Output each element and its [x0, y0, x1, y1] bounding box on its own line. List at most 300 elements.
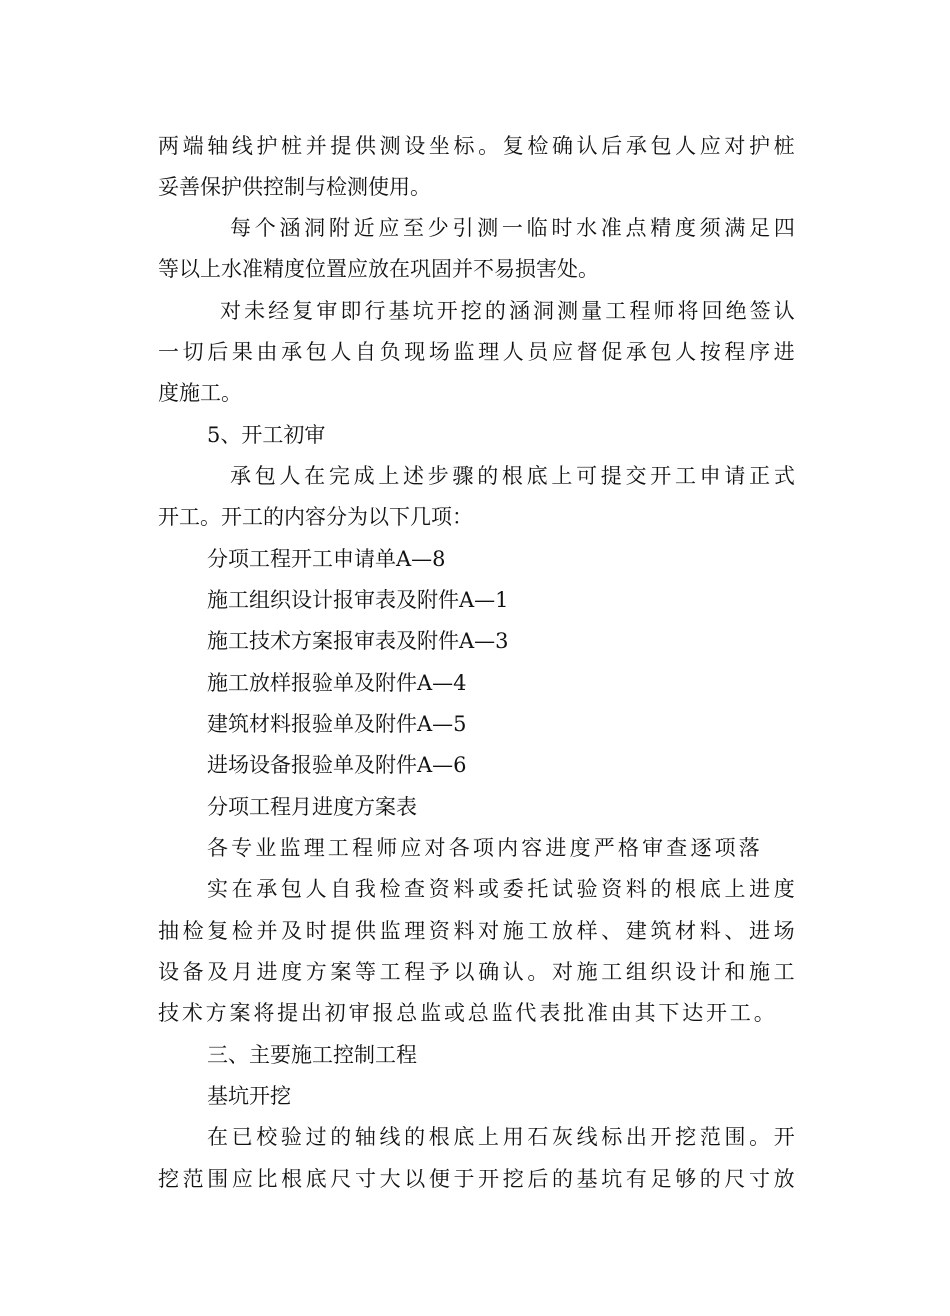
text-char: 测: [477, 216, 499, 240]
text-char: 织: [650, 960, 672, 984]
text-char: 的: [477, 464, 499, 488]
text-char: 筑: [650, 919, 672, 943]
section-heading: 三、主要施工控制工程: [207, 1043, 417, 1067]
text-char: 底: [526, 464, 548, 488]
text-char: 提: [600, 464, 622, 488]
text-char: 监: [491, 1001, 513, 1025]
text-char: 度: [569, 836, 591, 860]
text-char: 认: [576, 134, 598, 158]
text-char: 并: [256, 919, 278, 943]
text-char: 涵: [279, 216, 301, 240]
text-char: 予: [428, 960, 450, 984]
text-char: 试: [551, 877, 573, 901]
text-char: 材: [675, 919, 697, 943]
text-char: 述: [403, 464, 425, 488]
text-char: 围: [207, 1167, 229, 1191]
text-char: 包: [650, 134, 672, 158]
text-char: 料: [625, 877, 647, 901]
text-char: 经: [268, 299, 290, 323]
text-char: 至: [403, 216, 425, 240]
text-char: 在: [304, 464, 326, 488]
text-char: 检: [182, 919, 204, 943]
text-char: 业: [255, 836, 277, 860]
text-char: 点: [625, 216, 647, 240]
text-char: 料: [699, 919, 721, 943]
text-char: 认: [502, 960, 524, 984]
text-char: 度: [674, 216, 696, 240]
text-char: 复: [207, 919, 229, 943]
text-char: 范: [699, 1125, 721, 1149]
text-char: 尺: [330, 1167, 352, 1191]
text-char: 、: [724, 919, 746, 943]
text-char: 测: [557, 299, 579, 323]
text-char: 以: [404, 1167, 426, 1191]
text-char: 近: [353, 216, 375, 240]
text-char: 少: [427, 216, 449, 240]
text-char: 审: [348, 1001, 370, 1025]
text-char: 案: [229, 1001, 251, 1025]
text-char: 比: [256, 1167, 278, 1191]
text-char: 人: [675, 340, 697, 364]
text-char: 复: [292, 299, 314, 323]
text-char: 组: [625, 960, 647, 984]
text-char: 请: [724, 464, 746, 488]
text-char: 审: [642, 836, 664, 860]
text-char: 便: [428, 1167, 450, 1191]
text-char: 程: [629, 299, 651, 323]
text-char: 的: [484, 299, 506, 323]
text-char: 。: [478, 134, 500, 158]
list-item: 分项工程开工申请单A—8: [207, 547, 446, 571]
text-char: 计: [699, 960, 721, 984]
text-char: 范: [182, 1167, 204, 1191]
text-line: [230, 211, 795, 245]
text-char: 坑: [601, 1167, 623, 1191]
text-char: 供: [355, 919, 376, 943]
list-item: 进场设备报验单及附件A—6: [207, 753, 467, 777]
text-char: 承: [625, 340, 647, 364]
text-char: 测: [379, 134, 401, 158]
text-char: 设: [158, 960, 179, 984]
text-char: 技: [158, 1001, 179, 1025]
text-char: 上: [478, 1125, 500, 1149]
text-char: 护: [256, 134, 278, 158]
text-char: 线: [576, 1125, 598, 1149]
text-char: 轴: [207, 134, 229, 158]
text-char: 由: [256, 340, 278, 364]
text-char: 后: [207, 340, 229, 364]
text-char: 师: [376, 836, 398, 860]
text-line: 等以上水准精度位置应放在巩固并不易损害处。: [158, 257, 599, 281]
text-char: 师: [653, 299, 675, 323]
text-char: 上: [378, 464, 400, 488]
text-char: 逐: [690, 836, 712, 860]
text-char: 月: [231, 960, 253, 984]
text-char: 准: [600, 216, 622, 240]
text-char: 一: [501, 216, 523, 240]
text-char: 基: [576, 1167, 598, 1191]
text-char: 挖: [675, 1125, 697, 1149]
text-line: [158, 914, 795, 948]
text-char: 洞: [533, 299, 555, 323]
text-char: 料: [453, 877, 475, 901]
text-char: 按: [699, 340, 721, 364]
text-char: 挖: [460, 299, 482, 323]
list-item: 施工技术方案报审表及附件A—3: [207, 629, 509, 653]
text-char: 监: [453, 340, 475, 364]
text-char: 涵: [508, 299, 530, 323]
text-char: 围: [724, 1125, 746, 1149]
text-char: 出: [300, 1001, 322, 1025]
text-char: 进: [773, 340, 795, 364]
section-heading: 5、开工初审: [207, 423, 326, 447]
text-char: 项: [472, 836, 494, 860]
text-char: 标: [453, 134, 475, 158]
text-char: 抽: [158, 919, 179, 943]
text-char: 根: [675, 877, 697, 901]
text-char: 一: [158, 340, 179, 364]
text-char: 施: [749, 960, 770, 984]
text-char: 下: [658, 1001, 680, 1025]
text-char: 确: [552, 134, 573, 158]
text-char: 及: [207, 960, 229, 984]
text-char: 坐: [428, 134, 450, 158]
text-char: 应: [378, 216, 400, 240]
text-char: 底: [305, 1167, 327, 1191]
text-char: 报: [372, 1001, 394, 1025]
text-char: 两: [158, 134, 179, 158]
text-char: 检: [231, 919, 253, 943]
text-char: 工: [379, 960, 401, 984]
text-char: 式: [773, 464, 795, 488]
text-char: 用: [502, 1125, 524, 1149]
text-char: 。: [749, 1125, 771, 1149]
text-char: 案: [330, 960, 352, 984]
text-char: 提: [277, 1001, 299, 1025]
text-char: 严: [593, 836, 615, 860]
text-char: 底: [453, 1125, 475, 1149]
text-line: [230, 459, 795, 493]
text-char: 水: [576, 216, 598, 240]
text-char: 监: [279, 836, 301, 860]
text-char: 各: [448, 836, 470, 860]
text-char: 表: [539, 1001, 561, 1025]
text-char: 促: [601, 340, 623, 364]
text-char: 工: [773, 960, 795, 984]
text-char: 达: [682, 1001, 704, 1025]
text-char: 复: [502, 134, 524, 158]
text-char: 放: [773, 1167, 795, 1191]
text-char: 够: [675, 1167, 697, 1191]
text-char: 精: [650, 216, 672, 240]
text-char: 每: [230, 216, 251, 240]
text-char: 查: [666, 836, 688, 860]
text-char: 的: [650, 877, 672, 901]
text-char: 对: [724, 134, 746, 158]
text-char: 资: [601, 877, 623, 901]
text-char: 场: [428, 340, 450, 364]
text-char: 工: [527, 919, 549, 943]
text-char: 初: [324, 1001, 346, 1025]
text-char: 以: [453, 960, 475, 984]
text-char: 行: [364, 299, 386, 323]
text-char: 督: [576, 340, 598, 364]
text-char: 应: [400, 836, 422, 860]
text-char: 专: [231, 836, 253, 860]
text-char: 包: [280, 877, 302, 901]
text-char: 人: [675, 134, 697, 158]
text-char: 满: [724, 216, 746, 240]
text-char: 上: [551, 464, 573, 488]
text-char: 自: [330, 877, 352, 901]
text-char: 开: [436, 299, 458, 323]
text-char: 洞: [304, 216, 326, 240]
text-char: 序: [749, 340, 770, 364]
text-char: 其: [634, 1001, 656, 1025]
text-char: 、: [601, 919, 623, 943]
text-char: 承: [230, 464, 251, 488]
text-char: 格: [617, 836, 639, 860]
text-char: 承: [256, 877, 278, 901]
text-char: 尺: [724, 1167, 746, 1191]
text-char: 人: [305, 877, 327, 901]
text-char: 总: [467, 1001, 489, 1025]
text-char: 放: [552, 919, 573, 943]
text-char: 应: [231, 1167, 253, 1191]
text-char: 或: [478, 877, 500, 901]
list-item: 分项工程月进度方案表: [207, 795, 417, 819]
text-char: 线: [231, 134, 253, 158]
text-char: 进: [256, 960, 278, 984]
text-char: 施: [576, 960, 598, 984]
text-char: 。: [527, 960, 549, 984]
text-char: 桩: [281, 134, 303, 158]
text-char: 供: [355, 134, 376, 158]
text-char: 并: [305, 134, 327, 158]
text-char: 认: [773, 299, 795, 323]
text-line: [158, 1162, 795, 1196]
text-char: 设: [404, 134, 426, 158]
text-char: 进: [749, 919, 770, 943]
text-line: [158, 996, 775, 1030]
text-char: 根: [428, 1125, 450, 1149]
text-char: 人: [330, 340, 352, 364]
text-char: 代: [515, 1001, 537, 1025]
text-char: 正: [749, 464, 771, 488]
text-char: 回: [701, 299, 723, 323]
text-char: 负: [379, 340, 401, 364]
text-char: 石: [527, 1125, 549, 1149]
text-char: 出: [625, 1125, 647, 1149]
text-char: 进: [545, 836, 567, 860]
text-char: 绝: [725, 299, 747, 323]
text-char: 基: [388, 299, 410, 323]
text-char: 设: [675, 960, 697, 984]
text-char: 挖: [502, 1167, 524, 1191]
text-char: 四: [773, 216, 795, 240]
text-char: 程: [352, 836, 374, 860]
text-char: 承: [281, 340, 303, 364]
text-char: 的: [330, 1125, 352, 1149]
text-char: 理: [303, 836, 325, 860]
text-char: 和: [724, 960, 746, 984]
text-char: 签: [749, 299, 771, 323]
text-char: 开: [650, 1125, 672, 1149]
text-char: 检: [379, 877, 401, 901]
text-char: 已: [231, 1125, 253, 1149]
text-char: 临: [526, 216, 548, 240]
text-char: 时: [305, 919, 327, 943]
text-char: 项: [714, 836, 736, 860]
text-char: 成: [353, 464, 375, 488]
text-char: 开: [706, 1001, 728, 1025]
text-line: [220, 294, 795, 328]
text-char: 及: [281, 919, 303, 943]
text-char: 委: [502, 877, 524, 901]
text-char: 后: [601, 134, 623, 158]
text-char: 各: [207, 836, 228, 860]
text-char: 。: [753, 1001, 775, 1025]
text-char: 时: [551, 216, 573, 240]
text-char: 包: [254, 464, 276, 488]
list-item: 施工放样报验单及附件A—4: [207, 671, 467, 695]
text-char: 监: [420, 1001, 442, 1025]
text-char: 校: [256, 1125, 278, 1149]
text-char: 对: [424, 836, 446, 860]
text-line: [158, 335, 795, 369]
text-char: 建: [625, 919, 647, 943]
text-char: 总: [396, 1001, 418, 1025]
text-char: 后: [527, 1167, 549, 1191]
text-char: 果: [231, 340, 253, 364]
text-char: 查: [404, 877, 426, 901]
text-char: 根: [501, 464, 523, 488]
text-char: 工: [729, 1001, 751, 1025]
text-char: 场: [773, 919, 795, 943]
text-char: 端: [182, 134, 204, 158]
text-char: 等: [355, 960, 376, 984]
text-char: 工: [601, 960, 623, 984]
text-char: 步: [427, 464, 449, 488]
text-char: 验: [280, 1125, 302, 1149]
text-char: 容: [521, 836, 543, 860]
text-char: 足: [749, 216, 771, 240]
text-char: 方: [205, 1001, 227, 1025]
text-char: 引: [452, 216, 474, 240]
text-char: 程: [404, 960, 426, 984]
text-char: 量: [581, 299, 603, 323]
text-char: 包: [650, 340, 672, 364]
text-line: [158, 129, 795, 163]
text-char: 即: [340, 299, 362, 323]
text-char: 可: [576, 464, 598, 488]
text-char: 附: [328, 216, 350, 240]
text-char: 度: [773, 877, 795, 901]
text-char: 进: [749, 877, 771, 901]
text-char: 理: [478, 340, 500, 364]
text-char: 度: [281, 960, 303, 984]
text-char: 轴: [354, 1125, 376, 1149]
text-char: 根: [281, 1167, 303, 1191]
text-char: 批: [563, 1001, 585, 1025]
text-char: 确: [478, 960, 500, 984]
text-char: 个: [254, 216, 276, 240]
text-char: 将: [677, 299, 699, 323]
text-char: 方: [305, 960, 327, 984]
text-char: 开: [773, 1125, 795, 1149]
text-char: 工: [674, 464, 696, 488]
text-char: 上: [724, 877, 746, 901]
text-char: 寸: [355, 1167, 376, 1191]
text-line: 妥善保护供控制与检测使用。: [158, 175, 431, 199]
text-char: 大: [379, 1167, 401, 1191]
text-char: 护: [749, 134, 770, 158]
text-char: 骤: [452, 464, 474, 488]
text-char: 或: [443, 1001, 465, 1025]
text-line: [158, 955, 795, 989]
text-char: 应: [552, 340, 573, 364]
text-line: [207, 1120, 795, 1154]
text-char: 开: [650, 464, 672, 488]
text-char: 我: [354, 877, 376, 901]
text-char: 在: [231, 877, 253, 901]
text-char: 开: [478, 1167, 500, 1191]
text-char: 理: [404, 919, 426, 943]
text-char: 备: [182, 960, 204, 984]
text-char: 料: [453, 919, 475, 943]
text-char: 有: [625, 1167, 647, 1191]
text-char: 工: [327, 836, 349, 860]
text-char: 对: [478, 919, 500, 943]
text-char: 交: [625, 464, 647, 488]
text-char: 工: [605, 299, 627, 323]
text-char: 在: [207, 1125, 228, 1149]
text-char: 现: [404, 340, 426, 364]
text-line: [207, 872, 795, 906]
text-char: 申: [699, 464, 721, 488]
text-char: 坑: [412, 299, 434, 323]
text-char: 完: [328, 464, 350, 488]
text-char: 须: [699, 216, 721, 240]
text-char: 桩: [773, 134, 795, 158]
text-char: 实: [207, 877, 228, 901]
text-char: 的: [552, 1167, 573, 1191]
text-char: 人: [502, 340, 524, 364]
text-char: 监: [379, 919, 401, 943]
text-char: 未: [244, 299, 266, 323]
text-char: 切: [182, 340, 204, 364]
text-char: 将: [253, 1001, 275, 1025]
text-char: 提: [330, 919, 352, 943]
text-char: 检: [527, 134, 549, 158]
text-char: 对: [552, 960, 573, 984]
text-char: 员: [527, 340, 549, 364]
text-char: 灰: [551, 1125, 573, 1149]
text-char: 术: [181, 1001, 203, 1025]
text-char: 由: [610, 1001, 632, 1025]
text-line: [207, 831, 760, 865]
text-char: 线: [379, 1125, 401, 1149]
text-char: 的: [404, 1125, 426, 1149]
text-char: 过: [305, 1125, 327, 1149]
text-char: 底: [699, 877, 721, 901]
text-char: 标: [601, 1125, 623, 1149]
text-char: 落: [738, 836, 760, 860]
text-line: 度施工。: [158, 381, 242, 405]
text-char: 程: [724, 340, 746, 364]
text-char: 样: [576, 919, 598, 943]
text-char: 内: [497, 836, 519, 860]
